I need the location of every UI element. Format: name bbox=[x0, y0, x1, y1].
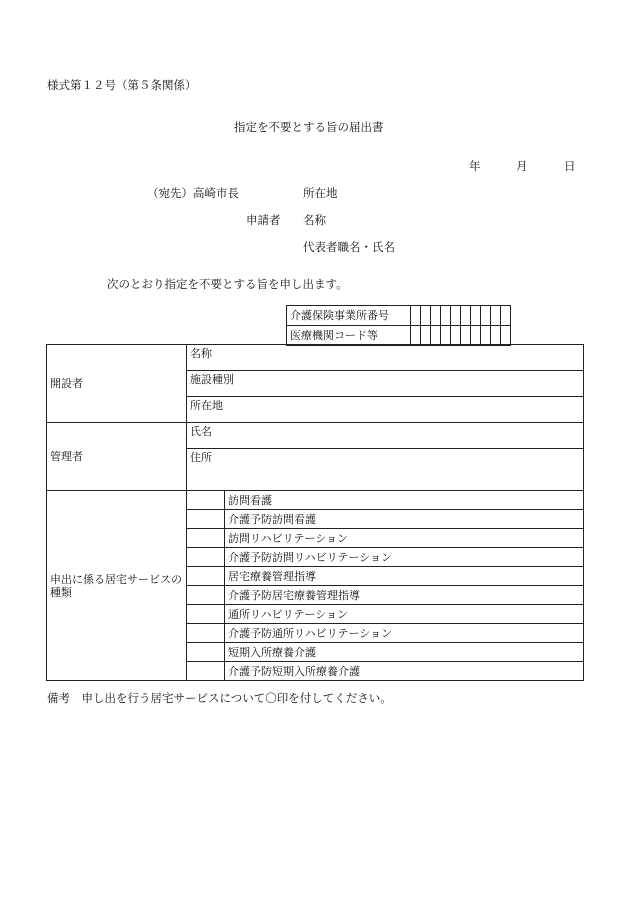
number-box-table bbox=[286, 305, 511, 346]
digit-box[interactable] bbox=[441, 326, 451, 346]
form-number: 様式第１２号（第５条関係） bbox=[47, 78, 197, 92]
digit-box[interactable] bbox=[451, 306, 461, 326]
service-item: 訪問看護 bbox=[225, 491, 584, 510]
service-mark-cell[interactable] bbox=[187, 491, 225, 510]
service-item: 通所リハビリテーション bbox=[225, 605, 584, 624]
operator-label: 開設者 bbox=[47, 345, 187, 423]
care-insurance-number-label: 介護保険事業所番号 bbox=[287, 306, 411, 326]
service-mark-cell[interactable] bbox=[187, 567, 225, 586]
digit-box[interactable] bbox=[501, 326, 511, 346]
manager-address-field[interactable]: 住所 bbox=[187, 449, 584, 491]
addressee: （宛先）高崎市長 bbox=[147, 186, 239, 200]
representative-label: 代表者職名・氏名 bbox=[303, 240, 395, 254]
digit-box[interactable] bbox=[421, 326, 431, 346]
service-mark-cell[interactable] bbox=[187, 643, 225, 662]
service-mark-cell[interactable] bbox=[187, 605, 225, 624]
digit-box[interactable] bbox=[451, 326, 461, 346]
service-item: 短期入所療養介護 bbox=[225, 643, 584, 662]
digit-box[interactable] bbox=[481, 326, 491, 346]
service-mark-cell[interactable] bbox=[187, 529, 225, 548]
digit-box[interactable] bbox=[461, 306, 471, 326]
digit-box[interactable] bbox=[481, 306, 491, 326]
service-mark-cell[interactable] bbox=[187, 624, 225, 643]
digit-box[interactable] bbox=[471, 306, 481, 326]
service-mark-cell[interactable] bbox=[187, 586, 225, 605]
digit-box[interactable] bbox=[411, 326, 421, 346]
service-mark-cell[interactable] bbox=[187, 548, 225, 567]
day-label: 日 bbox=[564, 159, 576, 173]
document-title: 指定を不要とする旨の届出書 bbox=[234, 120, 384, 134]
digit-box[interactable] bbox=[421, 306, 431, 326]
manager-label: 管理者 bbox=[47, 423, 187, 491]
year-label: 年 bbox=[469, 159, 481, 173]
applicant-name-label: 名称 bbox=[303, 213, 326, 227]
applicant-label: 申請者 bbox=[246, 213, 281, 227]
medical-code-label: 医療機関コード等 bbox=[287, 326, 411, 346]
operator-address-field[interactable]: 所在地 bbox=[187, 397, 584, 423]
application-table bbox=[46, 344, 584, 681]
digit-box[interactable] bbox=[431, 306, 441, 326]
service-mark-cell[interactable] bbox=[187, 510, 225, 529]
digit-box[interactable] bbox=[461, 326, 471, 346]
month-label: 月 bbox=[516, 159, 528, 173]
manager-name-field[interactable]: 氏名 bbox=[187, 423, 584, 449]
digit-box[interactable] bbox=[441, 306, 451, 326]
service-item: 介護予防訪問看護 bbox=[225, 510, 584, 529]
operator-facility-type-field[interactable]: 施設種別 bbox=[187, 371, 584, 397]
service-mark-cell[interactable] bbox=[187, 662, 225, 681]
service-item: 訪問リハビリテーション bbox=[225, 529, 584, 548]
medical-code-row bbox=[287, 326, 511, 346]
digit-box[interactable] bbox=[491, 326, 501, 346]
digit-box[interactable] bbox=[471, 326, 481, 346]
service-item: 居宅療養管理指導 bbox=[225, 567, 584, 586]
digit-box[interactable] bbox=[491, 306, 501, 326]
service-item: 介護予防短期入所療養介護 bbox=[225, 662, 584, 681]
operator-name-field[interactable]: 名称 bbox=[187, 345, 584, 371]
care-insurance-number-row bbox=[287, 306, 511, 326]
manager-row bbox=[47, 423, 584, 449]
service-item: 介護予防通所リハビリテーション bbox=[225, 624, 584, 643]
service-item: 介護予防居宅療養管理指導 bbox=[225, 586, 584, 605]
services-label: 申出に係る居宅サービスの種類 bbox=[47, 491, 187, 681]
operator-row bbox=[47, 345, 584, 371]
service-row bbox=[47, 491, 584, 510]
digit-box[interactable] bbox=[411, 306, 421, 326]
lead-text: 次のとおり指定を不要とする旨を申し出ます。 bbox=[107, 277, 348, 291]
digit-box[interactable] bbox=[431, 326, 441, 346]
service-item: 介護予防訪問リハビリテーション bbox=[225, 548, 584, 567]
applicant-address-label: 所在地 bbox=[303, 186, 338, 200]
remark-note: 備考 申し出を行う居宅サービスについて〇印を付してください。 bbox=[47, 691, 392, 705]
digit-box[interactable] bbox=[501, 306, 511, 326]
